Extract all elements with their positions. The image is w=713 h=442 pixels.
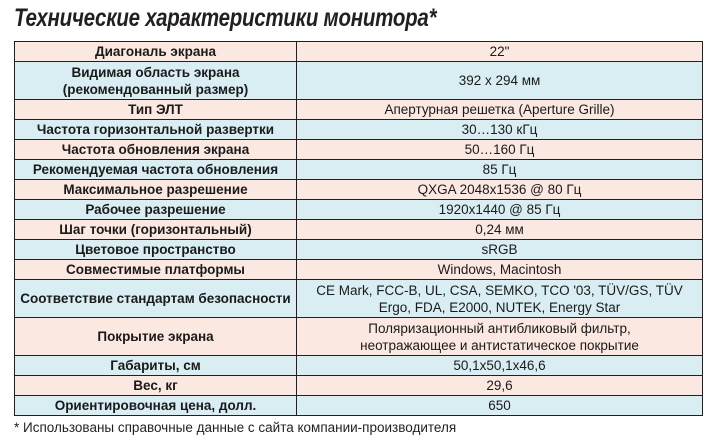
spec-label [15, 62, 297, 100]
table-row [15, 200, 703, 220]
spec-label-text: Частота горизонтальной развертки [36, 122, 275, 137]
table-row [15, 376, 703, 396]
table-row [15, 356, 703, 376]
spec-label-text: Максимальное разрешение [63, 182, 248, 197]
spec-label [15, 42, 297, 62]
spec-label [15, 318, 297, 356]
spec-value-text: Windows, Macintosh [437, 262, 562, 277]
spec-label-text: Ориентировочная цена, долл. [54, 398, 257, 413]
spec-label-text: Габариты, см [110, 358, 201, 373]
table-row [15, 120, 703, 140]
table-row [15, 160, 703, 180]
spec-value [297, 42, 703, 62]
spec-value-text: Апертурная решетка (Aperture Grille) [384, 102, 615, 117]
spec-value [297, 120, 703, 140]
spec-value [297, 160, 703, 180]
spec-value [297, 240, 703, 260]
spec-label-text: Совместимые платформы [66, 262, 245, 277]
spec-value [297, 180, 703, 200]
spec-label-text: Рекомендуемая частота обновления [32, 162, 279, 177]
spec-value-text: 22" [489, 44, 510, 59]
spec-value-text: 50…160 Гц [464, 142, 535, 157]
page-title: Технические характеристики монитора* [14, 4, 437, 32]
spec-label [15, 100, 297, 120]
spec-value-text: 392 x 294 мм [458, 73, 541, 88]
spec-value-text: 29,6 [486, 378, 513, 393]
spec-label [15, 260, 297, 280]
spec-label [15, 160, 297, 180]
spec-label [15, 240, 297, 260]
spec-label [15, 396, 297, 416]
spec-value [297, 100, 703, 120]
spec-value [297, 376, 703, 396]
spec-value-text: 30…130 кГц [461, 122, 538, 137]
spec-label [15, 180, 297, 200]
specs-table-body [15, 42, 703, 416]
table-row [15, 396, 703, 416]
spec-value-text: 1920x1440 @ 85 Гц [438, 202, 561, 217]
spec-label-text: Видимая область экрана (рекомендованный размер) [62, 64, 249, 97]
spec-value-text: 0,24 мм [475, 222, 524, 237]
spec-value-text: QXGA 2048x1536 @ 80 Гц [417, 182, 582, 197]
spec-label [15, 200, 297, 220]
spec-value [297, 280, 703, 318]
spec-label-text: Тип ЭЛТ [128, 102, 183, 117]
spec-label-text: Вес, кг [133, 378, 178, 393]
spec-value-text: CE Mark, FCC-B, UL, CSA, SEMKO, TCO '03, TÜV/GS, TÜV Ergo, FDA, E2000, NUTEK, Energy Star [316, 282, 683, 315]
spec-label [15, 376, 297, 396]
table-row [15, 62, 703, 100]
spec-label-text: Частота обновления экрана [61, 142, 250, 157]
spec-value [297, 140, 703, 160]
spec-value-text: 50,1x50,1x46,6 [453, 358, 546, 373]
footnote: * Использованы справочные данные с сайта компании-производителя [14, 420, 457, 435]
table-row [15, 100, 703, 120]
spec-label [15, 120, 297, 140]
spec-value [297, 220, 703, 240]
spec-label-text: Рабочее разрешение [85, 202, 226, 217]
table-row [15, 140, 703, 160]
spec-value [297, 318, 703, 356]
spec-label-text: Покрытие экрана [97, 329, 214, 344]
table-row [15, 220, 703, 240]
spec-value [297, 62, 703, 100]
spec-label-text: Соответствие стандартам безопасности [20, 291, 291, 306]
spec-value-text: sRGB [481, 242, 518, 257]
spec-label-text: Шаг точки (горизонтальный) [59, 222, 252, 237]
table-row [15, 42, 703, 62]
spec-value-text: 85 Гц [482, 162, 517, 177]
spec-value-text: 650 [488, 398, 511, 413]
spec-label-text: Цветовое пространство [75, 242, 236, 257]
spec-label [15, 220, 297, 240]
specs-table [14, 41, 703, 416]
spec-value-text: Поляризационный антибликовый фильтр, неотражающее и антистатическое покрытие [360, 320, 639, 353]
spec-label [15, 140, 297, 160]
table-row [15, 280, 703, 318]
table-row [15, 180, 703, 200]
spec-value [297, 396, 703, 416]
spec-label-text: Диагональ экрана [94, 44, 217, 59]
spec-value [297, 260, 703, 280]
table-row [15, 260, 703, 280]
spec-label [15, 356, 297, 376]
table-row [15, 240, 703, 260]
spec-value [297, 356, 703, 376]
table-row [15, 318, 703, 356]
spec-label [15, 280, 297, 318]
spec-value [297, 200, 703, 220]
